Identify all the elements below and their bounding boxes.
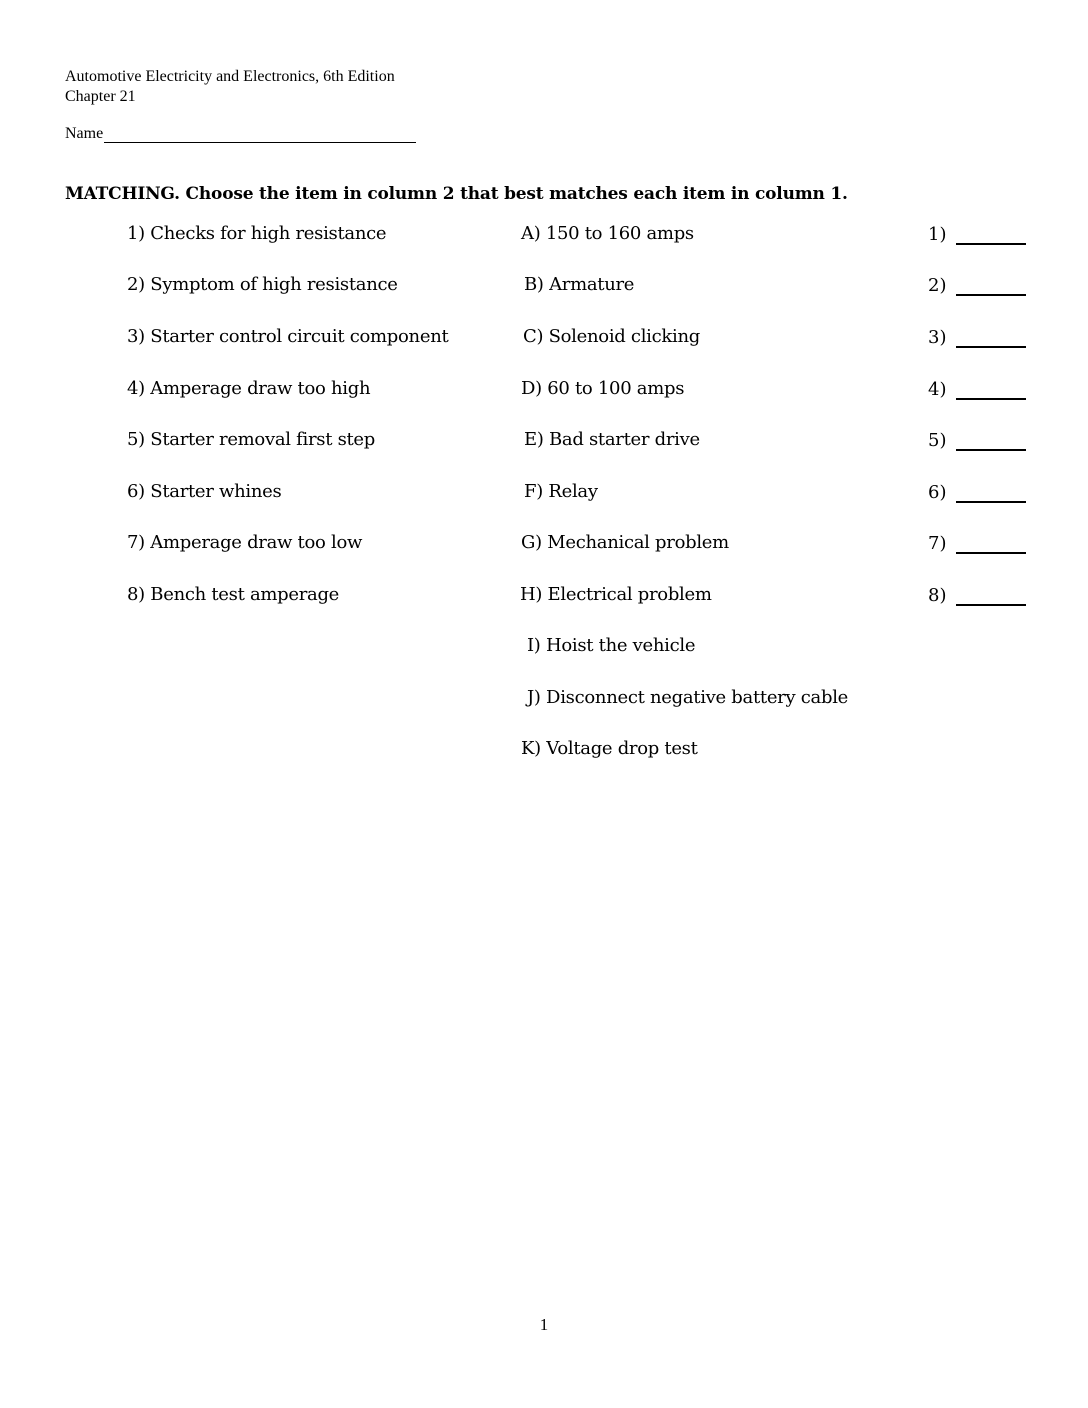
answer-row (928, 378, 1026, 400)
choice-item: J) Disconnect negative battery cable (527, 687, 849, 708)
answer-number: 6) (928, 482, 947, 503)
choice-item: C) Solenoid clicking (523, 326, 700, 347)
choice-item: F) Relay (524, 481, 598, 502)
answer-number: 5) (928, 430, 947, 451)
choice-item: E) Bad starter drive (524, 429, 700, 450)
answer-blank[interactable] (956, 223, 1026, 245)
question-item: 8) Bench test amperage (127, 584, 340, 605)
answer-blank[interactable] (956, 274, 1026, 296)
answer-blank[interactable] (956, 326, 1026, 348)
question-item: 4) Amperage draw too high (127, 378, 371, 399)
chapter-label: Chapter 21 (65, 88, 136, 105)
instructions: MATCHING. Choose the item in column 2 that best matches each item in column 1. (65, 184, 848, 204)
choice-item: I) Hoist the vehicle (527, 635, 696, 656)
question-item: 1) Checks for high resistance (127, 223, 387, 244)
choice-item: G) Mechanical problem (521, 532, 729, 553)
answer-blank[interactable] (956, 429, 1026, 451)
name-field-row (65, 124, 416, 143)
choice-item: B) Armature (524, 274, 635, 295)
choice-item: K) Voltage drop test (521, 738, 698, 759)
answer-blank[interactable] (956, 584, 1026, 606)
name-label: Name (65, 125, 104, 142)
answer-row (928, 481, 1026, 503)
answer-row (928, 584, 1026, 606)
choice-item: A) 150 to 160 amps (521, 223, 694, 244)
answer-number: 4) (928, 379, 947, 400)
answer-number: 3) (928, 327, 947, 348)
answer-row (928, 274, 1026, 296)
question-item: 3) Starter control circuit component (127, 326, 449, 347)
answer-blank[interactable] (956, 378, 1026, 400)
answer-row (928, 326, 1026, 348)
question-item: 5) Starter removal first step (127, 429, 376, 450)
answer-number: 2) (928, 275, 947, 296)
choice-item: D) 60 to 100 amps (521, 378, 685, 399)
answer-blank[interactable] (956, 532, 1026, 554)
question-item: 7) Amperage draw too low (127, 532, 363, 553)
answer-blank[interactable] (956, 481, 1026, 503)
answer-number: 1) (928, 224, 947, 245)
answer-row (928, 532, 1026, 554)
answer-number: 7) (928, 533, 947, 554)
answer-number: 8) (928, 585, 947, 606)
question-item: 6) Starter whines (127, 481, 282, 502)
choice-item: H) Electrical problem (520, 584, 712, 605)
question-item: 2) Symptom of high resistance (127, 274, 398, 295)
book-title: Automotive Electricity and Electronics, 6th Edition (65, 68, 395, 85)
answer-row (928, 223, 1026, 245)
answer-row (928, 429, 1026, 451)
name-field[interactable] (104, 124, 416, 143)
page-number: 1 (539, 1315, 549, 1334)
